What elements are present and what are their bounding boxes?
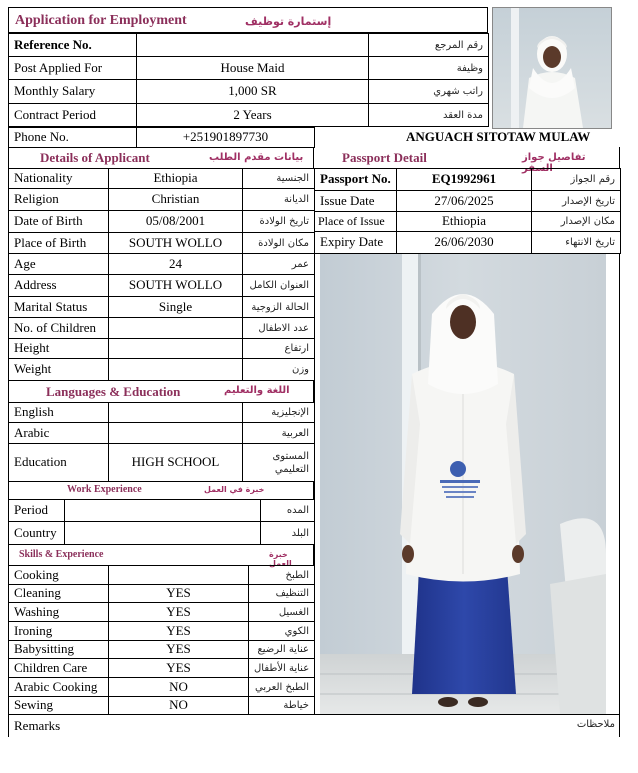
skill-value: YES: [109, 585, 249, 603]
skill-value: NO: [109, 697, 249, 715]
portrait-image: [493, 8, 611, 128]
place-issue-value: Ethiopia: [397, 212, 532, 232]
table-row: [9, 80, 489, 104]
applicant-photo-full: [320, 254, 606, 714]
table-row: [315, 191, 621, 212]
form-header: [8, 7, 488, 33]
english-label: English: [9, 403, 109, 423]
passport-no-label: Passport No.: [315, 169, 397, 191]
table-row: [9, 566, 315, 585]
remarks-row: [8, 714, 620, 737]
table-row: [9, 585, 315, 603]
post-label-ar: وظيفة: [369, 57, 489, 80]
applicant-name: ANGUACH SITOTAW MULAW: [406, 129, 591, 144]
ref-label: Reference No.: [9, 34, 137, 57]
table-row: [9, 444, 315, 482]
detail-label-ar: ارتفاع: [243, 339, 315, 359]
skill-label: Children Care: [9, 659, 109, 678]
table-row: [9, 659, 315, 678]
table-row: [9, 403, 315, 423]
education-label-ar: المستوى التعليمي: [243, 444, 315, 482]
passport-title-en: Passport Detail: [342, 150, 427, 165]
detail-label: Height: [9, 339, 109, 359]
place-issue-label: Place of Issue: [315, 212, 397, 232]
detail-label-ar: تاريخ الولادة: [243, 211, 315, 233]
detail-label: Address: [9, 275, 109, 297]
skills-title-ar: خبرة العمل: [269, 550, 292, 568]
table-row: [9, 318, 315, 339]
skill-label-ar: عناية الرضيع: [249, 641, 315, 659]
education-label: Education: [9, 444, 109, 482]
detail-value: SOUTH WOLLO: [109, 233, 243, 254]
skill-label-ar: الغسيل: [249, 603, 315, 622]
passport-header: [314, 147, 620, 174]
expiry-label: Expiry Date: [315, 232, 397, 254]
salary-value: 1,000 SR: [137, 80, 369, 104]
detail-label: Marital Status: [9, 297, 109, 318]
work-title-ar: خبرة في العمل: [204, 485, 265, 494]
period-value: [65, 500, 261, 522]
skill-value: YES: [109, 641, 249, 659]
skill-label-ar: خياطة: [249, 697, 315, 715]
skill-value: YES: [109, 603, 249, 622]
table-row: [9, 254, 315, 275]
period-label: Period: [9, 500, 65, 522]
detail-value: [109, 318, 243, 339]
detail-label: Date of Birth: [9, 211, 109, 233]
detail-label-ar: العنوان الكامل: [243, 275, 315, 297]
table-row: [315, 212, 621, 232]
detail-value: SOUTH WOLLO: [109, 275, 243, 297]
issue-date-value: 27/06/2025: [397, 191, 532, 212]
table-row: [9, 189, 315, 211]
table-row: [9, 678, 315, 697]
arabic-value: [109, 423, 243, 444]
contract-value: 2 Years: [137, 104, 369, 127]
table-row: [9, 697, 315, 715]
english-value: [109, 403, 243, 423]
skill-label: Babysitting: [9, 641, 109, 659]
detail-value: 05/08/2001: [109, 211, 243, 233]
table-row: [9, 622, 315, 641]
skills-table: [8, 565, 315, 715]
skill-label-ar: عناية الأطفال: [249, 659, 315, 678]
salary-label-ar: راتب شهري: [369, 80, 489, 104]
detail-value: Single: [109, 297, 243, 318]
languages-table: [8, 402, 315, 482]
phone-table: [8, 127, 315, 148]
ref-label-ar: رقم المرجع: [369, 34, 489, 57]
details-title-ar: بيانات مقدم الطلب: [209, 152, 304, 163]
skill-value: NO: [109, 678, 249, 697]
skill-label: Washing: [9, 603, 109, 622]
passport-no-value: EQ1992961: [397, 169, 532, 191]
table-row: [9, 169, 315, 189]
issue-date-label-ar: تاريخ الإصدار: [532, 191, 621, 212]
table-row: [9, 339, 315, 359]
post-value: House Maid: [137, 57, 369, 80]
expiry-value: 26/06/2030: [397, 232, 532, 254]
expiry-label-ar: تاريخ الانتهاء: [532, 232, 621, 254]
table-row: [9, 522, 315, 545]
salary-label: Monthly Salary: [9, 80, 137, 104]
contract-label: Contract Period: [9, 104, 137, 127]
phone-label: Phone No.: [9, 128, 137, 148]
ref-value: [137, 34, 369, 57]
work-title-en: Work Experience: [67, 484, 142, 495]
skill-label: Arabic Cooking: [9, 678, 109, 697]
skill-label: Sewing: [9, 697, 109, 715]
place-issue-label-ar: مكان الإصدار: [532, 212, 621, 232]
applicant-photo-small: [492, 7, 612, 129]
table-row: [9, 423, 315, 444]
skill-value: YES: [109, 622, 249, 641]
country-value: [65, 522, 261, 545]
table-row: [9, 275, 315, 297]
detail-label-ar: عمر: [243, 254, 315, 275]
skill-label: Ironing: [9, 622, 109, 641]
detail-label: Place of Birth: [9, 233, 109, 254]
arabic-label: Arabic: [9, 423, 109, 444]
table-row: [315, 232, 621, 254]
languages-header: [8, 380, 314, 402]
detail-label-ar: مكان الولادة: [243, 233, 315, 254]
skill-label-ar: الكوي: [249, 622, 315, 641]
detail-label-ar: الحالة الزوجية: [243, 297, 315, 318]
skill-value: YES: [109, 659, 249, 678]
full-body-image: [320, 254, 606, 714]
detail-value: [109, 339, 243, 359]
issue-date-label: Issue Date: [315, 191, 397, 212]
skill-label-ar: الطبخ: [249, 566, 315, 585]
top-info-table: [8, 33, 489, 127]
details-table: [8, 168, 315, 381]
detail-label-ar: عدد الاطفال: [243, 318, 315, 339]
remarks-label: Remarks: [14, 718, 61, 733]
english-label-ar: الإنجليزية: [243, 403, 315, 423]
skill-label-ar: الطبخ العربي: [249, 678, 315, 697]
table-row: [9, 211, 315, 233]
skill-value: [109, 566, 249, 585]
post-label: Post Applied For: [9, 57, 137, 80]
arabic-label-ar: العربية: [243, 423, 315, 444]
phone-value: +251901897730: [137, 128, 315, 148]
passport-table: [314, 168, 621, 254]
detail-value: [109, 359, 243, 381]
country-label: Country: [9, 522, 65, 545]
contract-label-ar: مدة العقد: [369, 104, 489, 127]
table-row: [9, 603, 315, 622]
detail-label-ar: وزن: [243, 359, 315, 381]
table-row: [9, 500, 315, 522]
passport-no-label-ar: رقم الجواز: [532, 169, 621, 191]
languages-title-ar: اللغة والتعليم: [224, 385, 290, 396]
work-header: [8, 481, 314, 499]
detail-label: Weight: [9, 359, 109, 381]
table-row: [9, 233, 315, 254]
skill-label: Cleaning: [9, 585, 109, 603]
country-label-ar: البلد: [261, 522, 315, 545]
detail-label: Religion: [9, 189, 109, 211]
skills-header: [8, 544, 314, 568]
detail-label: Nationality: [9, 169, 109, 189]
detail-label: No. of Children: [9, 318, 109, 339]
detail-label-ar: الجنسية: [243, 169, 315, 189]
skill-label: Cooking: [9, 566, 109, 585]
skill-label-ar: التنظيف: [249, 585, 315, 603]
table-row: [9, 34, 489, 57]
detail-value: 24: [109, 254, 243, 275]
languages-title-en: Languages & Education: [46, 384, 181, 399]
education-value: HIGH SCHOOL: [109, 444, 243, 482]
work-table: [8, 499, 315, 545]
form-title-ar: إستمارة توظيف: [245, 15, 332, 28]
table-row: [9, 359, 315, 381]
passport-title-ar: تفاصيل جواز السفر: [522, 152, 586, 174]
form-title-en: Application for Employment: [15, 13, 187, 28]
remarks-label-ar: ملاحظات: [576, 719, 615, 730]
table-row: [315, 169, 621, 191]
table-row: [9, 104, 489, 127]
skills-title-en: Skills & Experience: [19, 549, 104, 560]
details-header: [8, 147, 314, 168]
period-label-ar: المده: [261, 500, 315, 522]
detail-value: Ethiopia: [109, 169, 243, 189]
table-row: [9, 641, 315, 659]
table-row: [9, 57, 489, 80]
detail-label-ar: الديانة: [243, 189, 315, 211]
details-title-en: Details of Applicant: [40, 150, 150, 165]
detail-value: Christian: [109, 189, 243, 211]
detail-label: Age: [9, 254, 109, 275]
table-row: [9, 297, 315, 318]
